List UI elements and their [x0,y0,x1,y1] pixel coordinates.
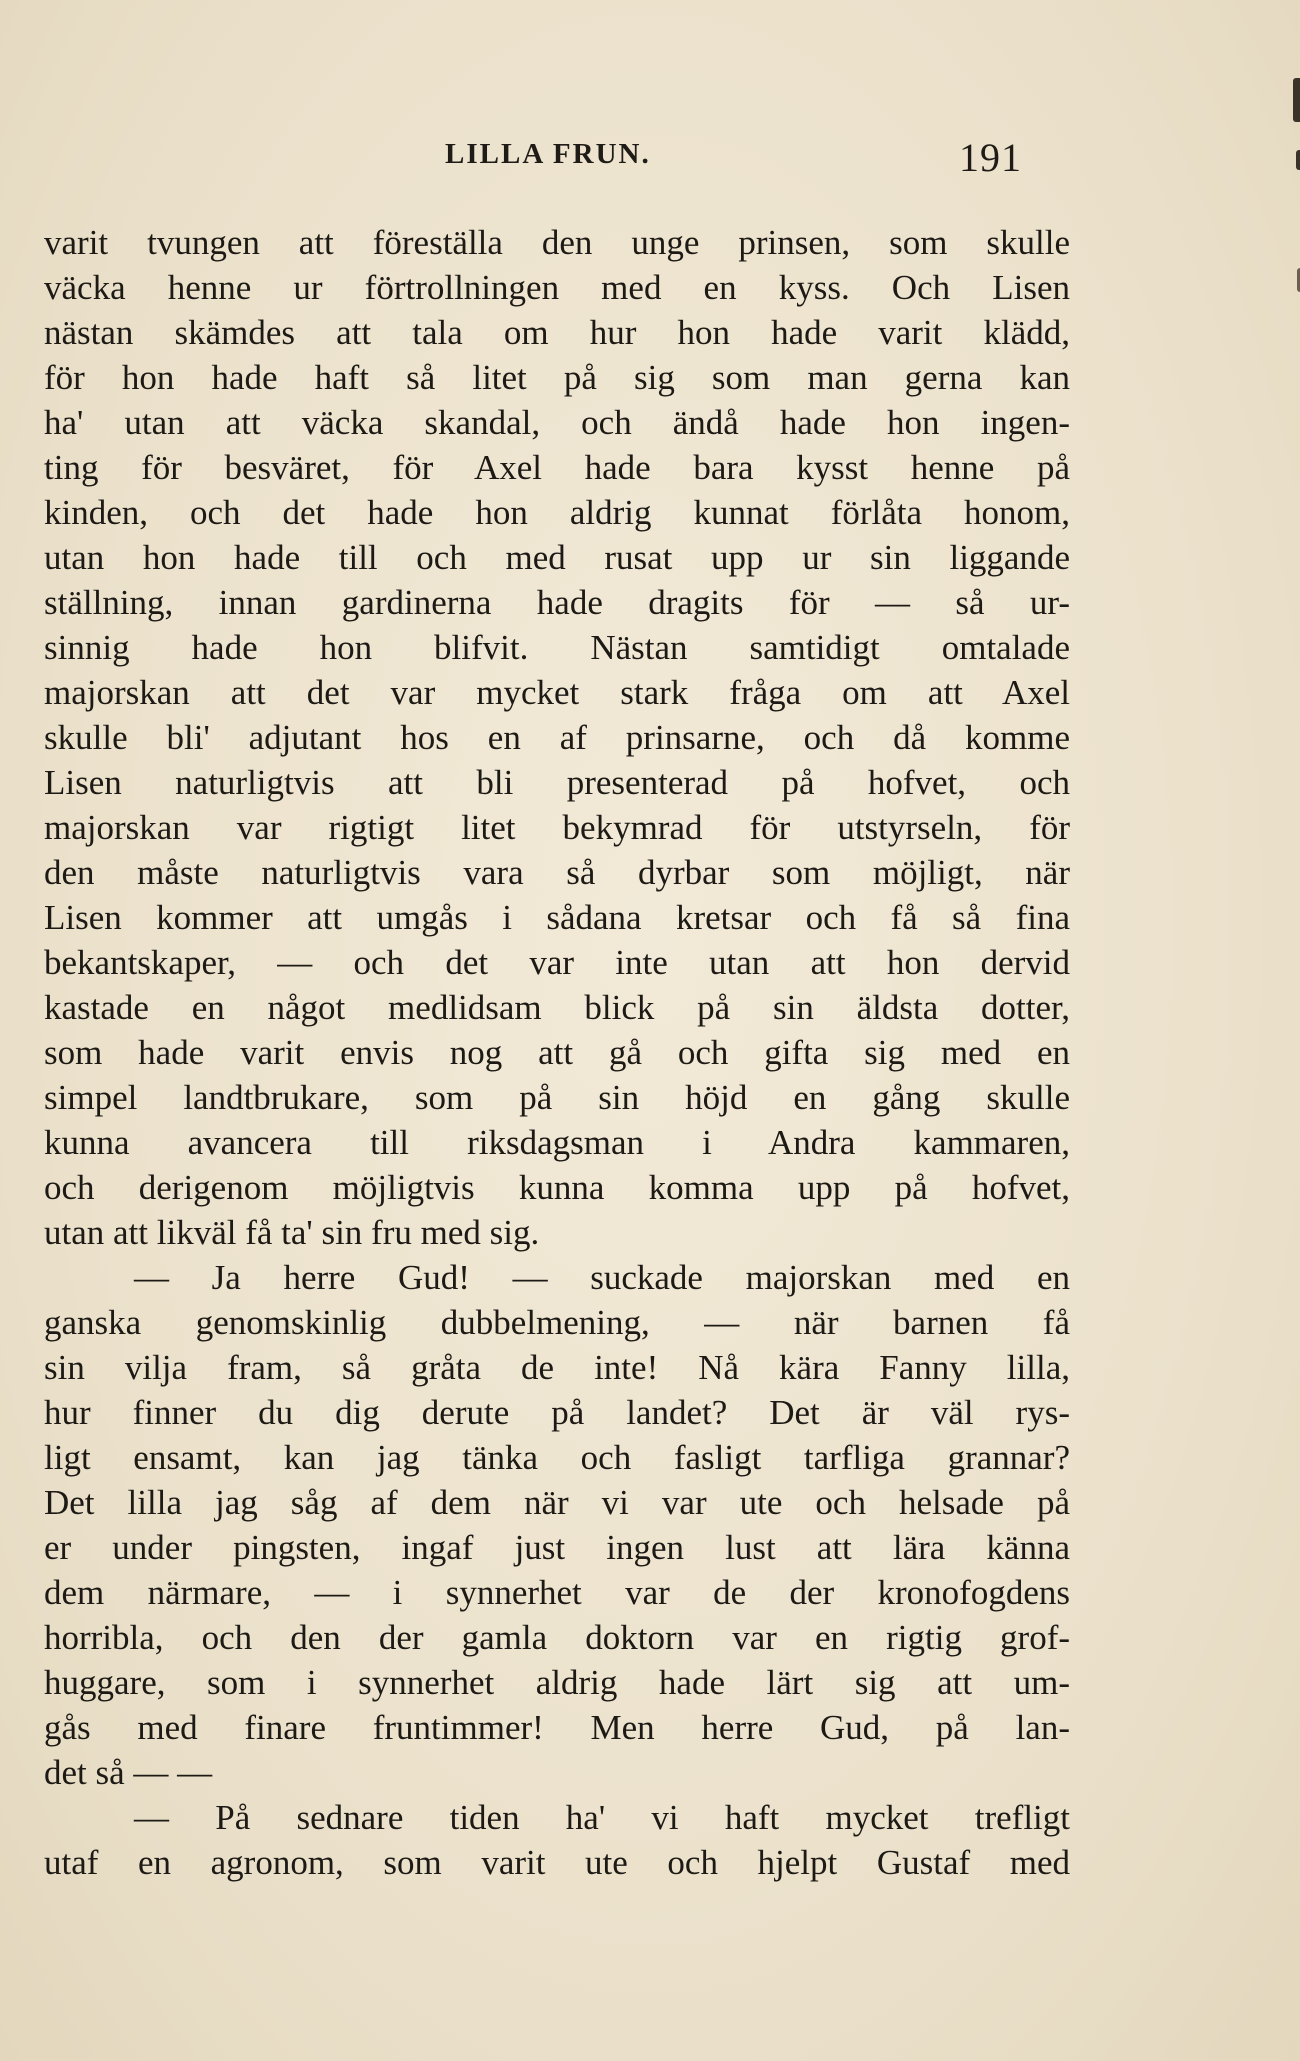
text-line: ligt ensamt, kan jag tänka och fasligt tarfliga grannar? [44,1438,1070,1477]
text-line: simpel landtbrukare, som på sin höjd en gång skulle [44,1078,1070,1117]
text-line: nästan skämdes att tala om hur hon hade varit klädd, [44,313,1070,352]
text-line: utan att likväl få ta' sin fru med sig. [44,1213,540,1252]
text-line: — På sednare tiden ha' vi haft mycket trefligt [134,1798,1070,1837]
text-line: skulle bli' adjutant hos en af prinsarne, och då komme [44,718,1070,757]
text-line: er under pingsten, ingaf just ingen lust att lära känna [44,1528,1070,1567]
text-line: utan hon hade till och med rusat upp ur sin liggande [44,538,1070,577]
text-line: kinden, och det hade hon aldrig kunnat förlåta honom, [44,493,1070,532]
text-line: som hade varit envis nog att gå och gifta sig med en [44,1033,1070,1072]
running-title: LILLA FRUN. [445,138,651,170]
text-line: Lisen naturligtvis att bli presenterad på hofvet, och [44,763,1070,802]
page-edge-mark [1296,150,1300,170]
text-line: huggare, som i synnerhet aldrig hade lärt sig att um- [44,1663,1070,1702]
text-line: Det lilla jag såg af dem när vi var ute och helsade på [44,1483,1070,1522]
text-line: kastade en något medlidsam blick på sin äldsta dotter, [44,988,1070,1027]
text-line: horribla, och den der gamla doktorn var en rigtig grof- [44,1618,1070,1657]
text-line: hur finner du dig derute på landet? Det är väl rys- [44,1393,1070,1432]
text-line: väcka henne ur förtrollningen med en kyss. Och Lisen [44,268,1070,307]
text-line: majorskan att det var mycket stark fråga om att Axel [44,673,1070,712]
text-line: ting för besväret, för Axel hade bara kysst henne på [44,448,1070,487]
text-line: ganska genomskinlig dubbelmening, — när barnen få [44,1303,1070,1342]
body-text [44,220,1070,1885]
page-number: 191 [959,135,1022,180]
text-line: för hon hade haft så litet på sig som man gerna kan [44,358,1070,397]
page-edge-mark [1293,78,1300,122]
text-line: utaf en agronom, som varit ute och hjelpt Gustaf med [44,1843,1070,1882]
text-line: sinnig hade hon blifvit. Nästan samtidigt omtalade [44,628,1070,667]
text-line: — Ja herre Gud! — suckade majorskan med en [134,1258,1070,1297]
text-line: ha' utan att väcka skandal, och ändå hade hon ingen- [44,403,1070,442]
text-line: det så — — [44,1753,213,1792]
text-line: gås med finare fruntimmer! Men herre Gud, på lan- [44,1708,1070,1747]
text-line: ställning, innan gardinerna hade dragits för — så ur- [44,583,1070,622]
text-line: kunna avancera till riksdagsman i Andra kammaren, [44,1123,1070,1162]
text-line: bekantskaper, — och det var inte utan att hon dervid [44,943,1070,982]
text-line: dem närmare, — i synnerhet var de der kronofogdens [44,1573,1070,1612]
text-line: Lisen kommer att umgås i sådana kretsar och få så fina [44,898,1070,937]
text-line: varit tvungen att föreställa den unge prinsen, som skulle [44,223,1070,262]
text-line: och derigenom möjligtvis kunna komma upp på hofvet, [44,1168,1070,1207]
text-line: den måste naturligtvis vara så dyrbar som möjligt, när [44,853,1070,892]
text-line: sin vilja fram, så gråta de inte! Nå kära Fanny lilla, [44,1348,1070,1387]
text-line: majorskan var rigtigt litet bekymrad för utstyrseln, för [44,808,1070,847]
